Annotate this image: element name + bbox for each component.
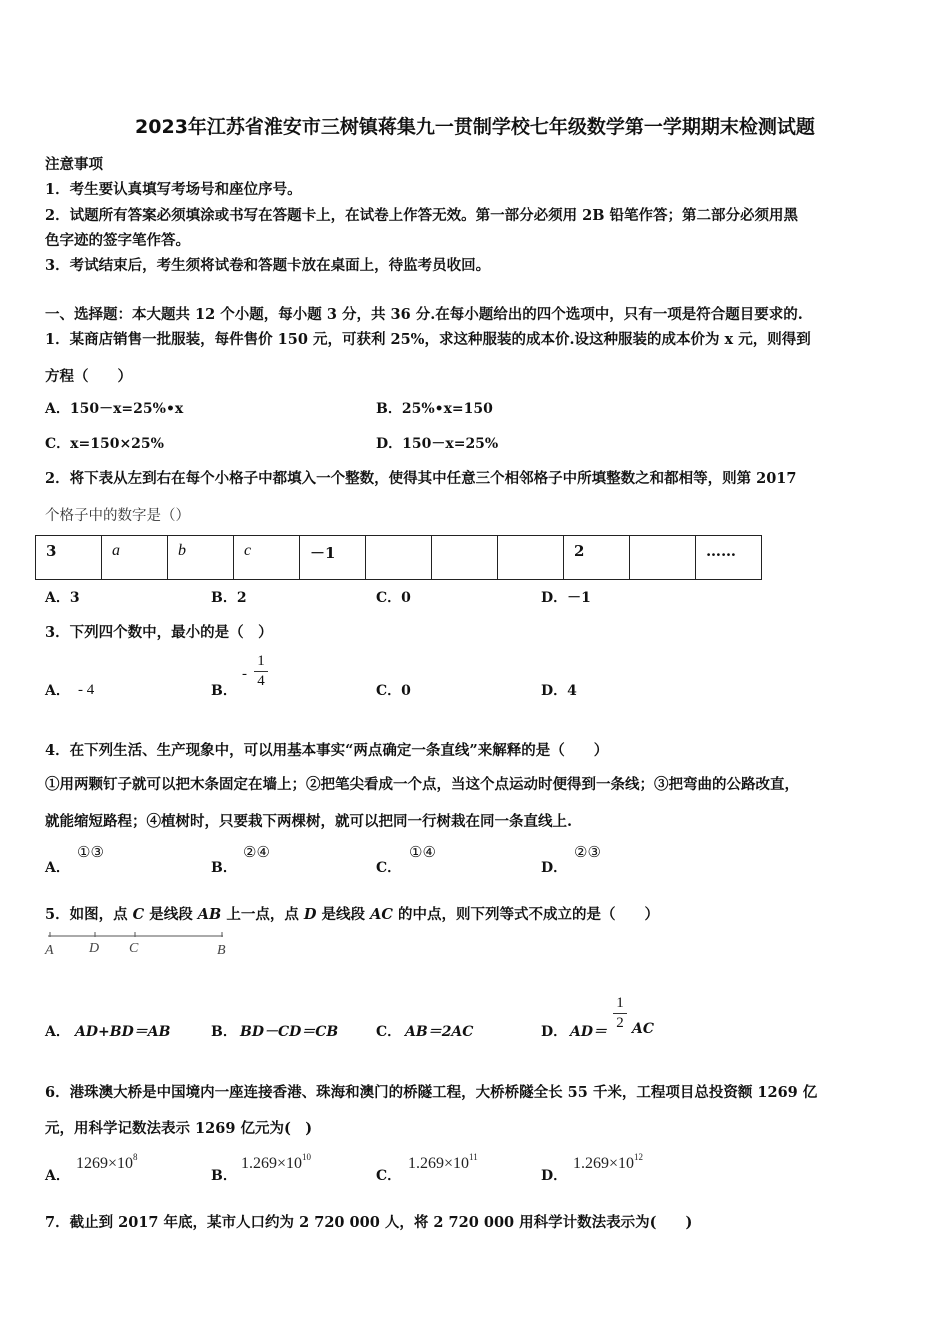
grid-cell: [366, 536, 432, 580]
q3-option-d: D．4: [541, 683, 577, 699]
sci-exponent: 12: [634, 1152, 644, 1162]
q3-option-b-label: B．: [211, 683, 237, 699]
q5-option-c-label: C．: [376, 1024, 402, 1040]
figure-label-a: A: [45, 943, 54, 958]
q5-option-a-label: A．: [45, 1024, 70, 1040]
q6-option-d-value: [573, 1152, 643, 1173]
question-6-text: 6．港珠澳大桥是中国境内一座连接香港、珠海和澳门的桥隧工程，大桥桥隧全长 55 千米，工程项目总投资额 1269 亿: [45, 1084, 818, 1101]
q6-option-a-label: A．: [45, 1168, 70, 1184]
q3-option-a-value: - 4: [78, 682, 95, 698]
q4-option-d-label: D．: [541, 860, 568, 876]
q5-text-part: 是线段: [144, 906, 198, 923]
question-3-text: 3．下列四个数中，最小的是（ ）: [45, 624, 273, 641]
q6-option-b-value: [241, 1152, 311, 1173]
figure-label-d: D: [89, 941, 100, 956]
q3-option-a-label: A．: [45, 683, 70, 699]
sci-exponent: 11: [469, 1152, 478, 1162]
grid-cell: [498, 536, 564, 580]
point-c-label: C: [132, 906, 145, 923]
notice-heading: 注意事项: [45, 156, 103, 173]
notice-item: 3．考试结束后，考生须将试卷和答题卡放在桌面上，待监考员收回。: [45, 257, 491, 274]
segment-ac-label: AC: [370, 906, 393, 923]
question-1-text: 方程（ ）: [45, 368, 132, 385]
question-1-text: 1．某商店销售一批服装，每件售价 150 元，可获利 25%，求这种服装的成本价.设这种服装的成本价为 x 元，则得到: [45, 331, 811, 348]
sci-exponent: 10: [302, 1152, 312, 1162]
q4-option-c-label: C．: [376, 860, 402, 876]
question-2-text: 个格子中的数字是（）: [45, 508, 190, 524]
q1-option-c: C．x=150×25%: [45, 436, 164, 452]
sci-exponent: 8: [133, 1152, 138, 1162]
q2-option-c: C．0: [376, 590, 411, 606]
q4-option-c-value: ①④: [409, 843, 436, 861]
q4-option-a-label: A．: [45, 860, 70, 876]
q4-option-b-label: B．: [211, 860, 237, 876]
figure-label-c: C: [129, 941, 139, 956]
q5-text-part: 的中点，则下列等式不成立的是（ ）: [392, 906, 659, 923]
grid-cell: [432, 536, 498, 580]
q5-option-c-value: AB＝2AC: [405, 1024, 474, 1040]
q6-option-d-label: D．: [541, 1168, 568, 1184]
q1-option-b: B．25%•x=150: [376, 401, 493, 417]
q5-text-part: 是线段: [316, 906, 371, 923]
notice-item: 色字迹的签字笔作答。: [45, 232, 190, 249]
q5-option-b-label: B．: [211, 1024, 237, 1040]
q6-option-b-label: B．: [211, 1168, 237, 1184]
grid-cell: ……: [696, 536, 762, 580]
q5-option-d-suffix: AC: [632, 1021, 655, 1037]
fraction-numerator: 1: [257, 653, 265, 669]
q1-option-d: D．150－x=25%: [376, 436, 499, 452]
fraction-bar: [254, 671, 268, 672]
q2-option-a: A．3: [45, 590, 80, 606]
q5-option-a-value: AD+BD＝AB: [75, 1024, 171, 1040]
grid-cell: a: [102, 536, 168, 580]
section-heading: 一、选择题：本大题共 12 个小题，每小题 3 分，共 36 分.在每小题给出的四个选项中，只有一项是符合题目要求的.: [45, 306, 803, 323]
q5-option-d-prefix: AD＝: [570, 1024, 608, 1040]
q6-option-c-value: [408, 1152, 478, 1173]
segment-ab-label: AB: [197, 906, 222, 923]
grid-cell: c: [234, 536, 300, 580]
fraction-numerator: 1: [616, 995, 624, 1011]
fraction-bar: [613, 1013, 627, 1014]
notice-item: 1．考生要认真填写考场号和座位序号。: [45, 181, 302, 198]
number-grid-table: [35, 535, 762, 580]
grid-cell: －1: [300, 536, 366, 580]
q2-option-d: D．－1: [541, 590, 591, 606]
q5-text-part: 5．如图，点: [45, 906, 133, 923]
q3-option-b-sign: -: [242, 666, 247, 682]
grid-cell: b: [168, 536, 234, 580]
q6-option-a-value: [76, 1152, 138, 1173]
page-title: 2023年江苏省淮安市三树镇蒋集九一贯制学校七年级数学第一学期期末检测试题: [135, 116, 815, 138]
question-5-text: [45, 903, 659, 924]
sci-base: 1.269×10: [241, 1155, 303, 1172]
fraction-denominator: 2: [616, 1015, 624, 1031]
question-4-text: 就能缩短路程；④植树时，只要栽下两棵树，就可以把同一行树栽在同一条直线上.: [45, 813, 573, 830]
q5-option-d-label: D．: [541, 1024, 568, 1040]
q1-option-a: A．150－x=25%•x: [45, 401, 184, 417]
q4-option-a-value: ①③: [77, 843, 104, 861]
grid-cell: 2: [564, 536, 630, 580]
q2-option-b: B．2: [211, 590, 247, 606]
q3-fraction: [254, 653, 268, 690]
sci-base: 1269×10: [76, 1155, 134, 1172]
q5-fraction: [613, 995, 627, 1032]
q3-option-c: C．0: [376, 683, 411, 699]
question-4-text: ①用两颗钉子就可以把木条固定在墙上；②把笔尖看成一个点，当这个点运动时便得到一条线；③把弯曲的公路改直，: [45, 776, 799, 793]
notice-item: 2．试题所有答案必须填涂或书写在答题卡上，在试卷上作答无效。第一部分必须用 2B 铅笔作答；第二部分必须用黑: [45, 207, 799, 224]
line-segment-figure: [40, 928, 240, 962]
q4-option-d-value: ②③: [574, 843, 601, 861]
question-4-text: 4．在下列生活、生产现象中，可以用基本事实“两点确定一条直线”来解释的是（ ）: [45, 742, 609, 759]
grid-cell: [630, 536, 696, 580]
figure-label-b: B: [217, 943, 226, 958]
fraction-denominator: 4: [257, 673, 265, 689]
grid-cell: 3: [36, 536, 102, 580]
question-2-text: 2．将下表从左到右在每个小格子中都填入一个整数，使得其中任意三个相邻格子中所填整数之和都相等，则第 2017: [45, 470, 797, 487]
sci-base: 1.269×10: [408, 1155, 470, 1172]
q5-option-b-value: BD－CD＝CB: [240, 1024, 339, 1040]
question-7-text: 7．截止到 2017 年底，某市人口约为 2 720 000 人，将 2 720 000 用科学计数法表示为( ): [45, 1214, 693, 1231]
question-6-text: 元，用科学记数法表示 1269 亿元为( ): [45, 1120, 313, 1137]
q6-option-c-label: C．: [376, 1168, 402, 1184]
sci-base: 1.269×10: [573, 1155, 635, 1172]
point-d-label: D: [303, 906, 317, 923]
q5-text-part: 上一点，点: [221, 906, 304, 923]
q4-option-b-value: ②④: [243, 843, 270, 861]
